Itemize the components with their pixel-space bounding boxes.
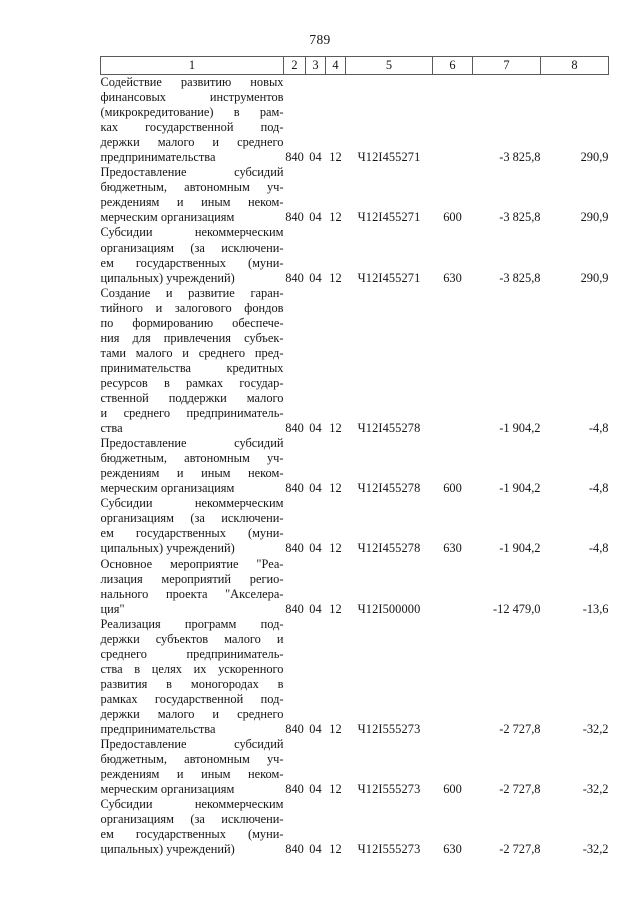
description-line: Предоставление субсидий [100,737,284,752]
column-header-8: 8 [541,57,609,75]
amount-change: -1 904,2 [499,421,541,436]
description-line: финансовых инструментов [100,90,284,105]
description-line: Субсидии некоммерческим [100,797,284,812]
column-header-5: 5 [346,57,433,75]
description-line: развития в моногородах в [100,676,284,691]
amount-change-secondary: -4,8 [588,481,609,496]
table-row [101,617,609,737]
chief-administrator-code: 840 [285,481,304,496]
description-line: бюджетным, автономным уч- [100,752,284,767]
description-line: ственной поддержки малого [100,390,284,405]
description-line: ства в целях их ускоренного [100,661,284,676]
amount-change: -2 727,8 [499,782,541,797]
expense-type-code: 630 [443,270,462,285]
subsection-code: 12 [329,210,342,225]
row-description [101,617,284,737]
target-article-code: Ч12I455278 [357,541,421,556]
amount-change: -3 825,8 [499,150,541,165]
section-code: 04 [309,421,322,436]
description-line: Субсидии некоммерческим [100,496,284,511]
target-article-code: Ч12I455271 [357,150,421,165]
column-header-6: 6 [433,57,473,75]
table-row [101,496,609,556]
section-code: 04 [309,150,322,165]
table-body [101,75,609,858]
section-code: 04 [309,210,322,225]
table-header-row [101,57,609,75]
table-header [101,57,609,75]
section-code: 04 [309,782,322,797]
description-line: мерческим организациям [100,210,235,225]
row-description [101,436,284,496]
subsection-code: 12 [329,842,342,857]
description-line: Создание и развитие гаран- [100,285,284,300]
description-line: реждениям и иным неком- [100,466,284,481]
chief-administrator-code: 840 [285,270,304,285]
subsection-code: 12 [329,541,342,556]
row-description [101,797,284,857]
table-row [101,75,609,166]
section-code: 04 [309,722,322,737]
amount-change-secondary: -32,2 [582,842,609,857]
description-line: ства [100,421,123,436]
target-article-code: Ч12I555273 [357,722,421,737]
section-code: 04 [309,481,322,496]
description-line: Содействие развитию новых [100,75,284,89]
description-line: ем государственных (муни- [100,255,284,270]
amount-change: -2 727,8 [499,722,541,737]
table-row [101,797,609,857]
description-line: Предоставление субсидий [100,165,284,180]
description-line: Реализация программ под- [100,616,284,631]
target-article-code: Ч12I500000 [357,601,421,616]
amount-change: -1 904,2 [499,481,541,496]
target-article-code: Ч12I455278 [357,421,421,436]
target-article-code: Ч12I555273 [357,842,421,857]
row-description [101,737,284,797]
subsection-code: 12 [329,722,342,737]
table-row [101,165,609,225]
target-article-code: Ч12I555273 [357,782,421,797]
amount-change: -3 825,8 [499,210,541,225]
row-description [101,286,284,436]
column-header-4: 4 [326,57,346,75]
description-line: среднего предприниматель- [100,646,284,661]
description-line: тийного и залогового фондов [100,300,284,315]
description-line: предпринимательства [100,722,216,737]
amount-change: -2 727,8 [499,842,541,857]
amount-change: -3 825,8 [499,270,541,285]
subsection-code: 12 [329,782,342,797]
description-line: ципальных) учреждений) [100,842,235,857]
description-line: нального проекта "Акселера- [100,586,284,601]
amount-change: -1 904,2 [499,541,541,556]
row-description [101,557,284,617]
subsection-code: 12 [329,601,342,616]
table-row [101,436,609,496]
description-line: ресурсов в рамках государ- [100,375,284,390]
description-line: ем государственных (муни- [100,526,284,541]
description-line: держки малого и среднего [100,135,284,150]
amount-change-secondary: -13,6 [582,601,609,616]
chief-administrator-code: 840 [285,541,304,556]
chief-administrator-code: 840 [285,421,304,436]
description-line: мерческим организациям [100,782,235,797]
target-article-code: Ч12I455271 [357,270,421,285]
subsection-code: 12 [329,421,342,436]
target-article-code: Ч12I455271 [357,210,421,225]
description-line: реждениям и иным неком- [100,767,284,782]
table-row [101,225,609,285]
column-header-3: 3 [306,57,326,75]
description-line: Субсидии некоммерческим [100,225,284,240]
description-line: ках государственной под- [100,120,284,135]
expense-type-code [433,557,473,617]
description-line: ем государственных (муни- [100,827,284,842]
amount-change-secondary: 290,9 [580,270,609,285]
description-line: рамках государственной под- [100,691,284,706]
description-line: ция" [100,601,125,616]
subsection-code: 12 [329,150,342,165]
description-line: организациям (за исключени- [100,511,284,526]
row-description [101,496,284,556]
description-line: лизация мероприятий регио- [100,571,284,586]
section-code: 04 [309,541,322,556]
description-line: держки малого и среднего [100,706,284,721]
table-row [101,737,609,797]
amount-change: -12 479,0 [493,601,541,616]
column-header-7: 7 [473,57,541,75]
description-line: бюджетным, автономным уч- [100,180,284,195]
subsection-code: 12 [329,481,342,496]
description-line: ципальных) учреждений) [100,541,235,556]
expense-type-code [433,75,473,166]
description-line: ципальных) учреждений) [100,270,235,285]
description-line: тами малого и среднего пред- [100,345,284,360]
section-code: 04 [309,270,322,285]
expense-type-code: 630 [443,842,462,857]
column-header-2: 2 [284,57,306,75]
description-line: бюджетным, автономным уч- [100,451,284,466]
description-line: Основное мероприятие "Реа- [100,556,284,571]
amount-change-secondary: -4,8 [588,421,609,436]
row-description [101,165,284,225]
description-line: по формированию обеспече- [100,315,284,330]
description-line: мерческим организациям [100,481,235,496]
section-code: 04 [309,842,322,857]
description-line: предпринимательства [100,150,216,165]
description-line: держки субъектов малого и [100,631,284,646]
target-article-code: Ч12I455278 [357,481,421,496]
expense-type-code [433,617,473,737]
subsection-code: 12 [329,270,342,285]
description-line: и среднего предприниматель- [100,406,284,421]
chief-administrator-code: 840 [285,601,304,616]
chief-administrator-code: 840 [285,150,304,165]
table-row [101,557,609,617]
expense-type-code: 630 [443,541,462,556]
chief-administrator-code: 840 [285,782,304,797]
description-line: (микрокредитование) в рам- [100,105,284,120]
description-line: организациям (за исключени- [100,812,284,827]
description-line: принимательства кредитных [100,360,284,375]
description-line: ния для привлечения субъек- [100,330,284,345]
amount-change-secondary: 290,9 [580,210,609,225]
column-header-1: 1 [101,57,284,75]
row-description [101,75,284,166]
row-description [101,225,284,285]
expense-type-code: 600 [443,481,462,496]
page-number: 789 [309,32,331,47]
expense-type-code: 600 [443,210,462,225]
expense-type-code [433,286,473,436]
amount-change-secondary: -4,8 [588,541,609,556]
section-code: 04 [309,601,322,616]
amount-change-secondary: -32,2 [582,782,609,797]
description-line: Предоставление субсидий [100,436,284,451]
description-line: реждениям и иным неком- [100,195,284,210]
amount-change-secondary: 290,9 [580,150,609,165]
expense-type-code: 600 [443,782,462,797]
budget-table [100,56,609,857]
table-row [101,286,609,436]
chief-administrator-code: 840 [285,722,304,737]
description-line: организациям (за исключени- [100,240,284,255]
amount-change-secondary: -32,2 [582,722,609,737]
chief-administrator-code: 840 [285,842,304,857]
chief-administrator-code: 840 [285,210,304,225]
